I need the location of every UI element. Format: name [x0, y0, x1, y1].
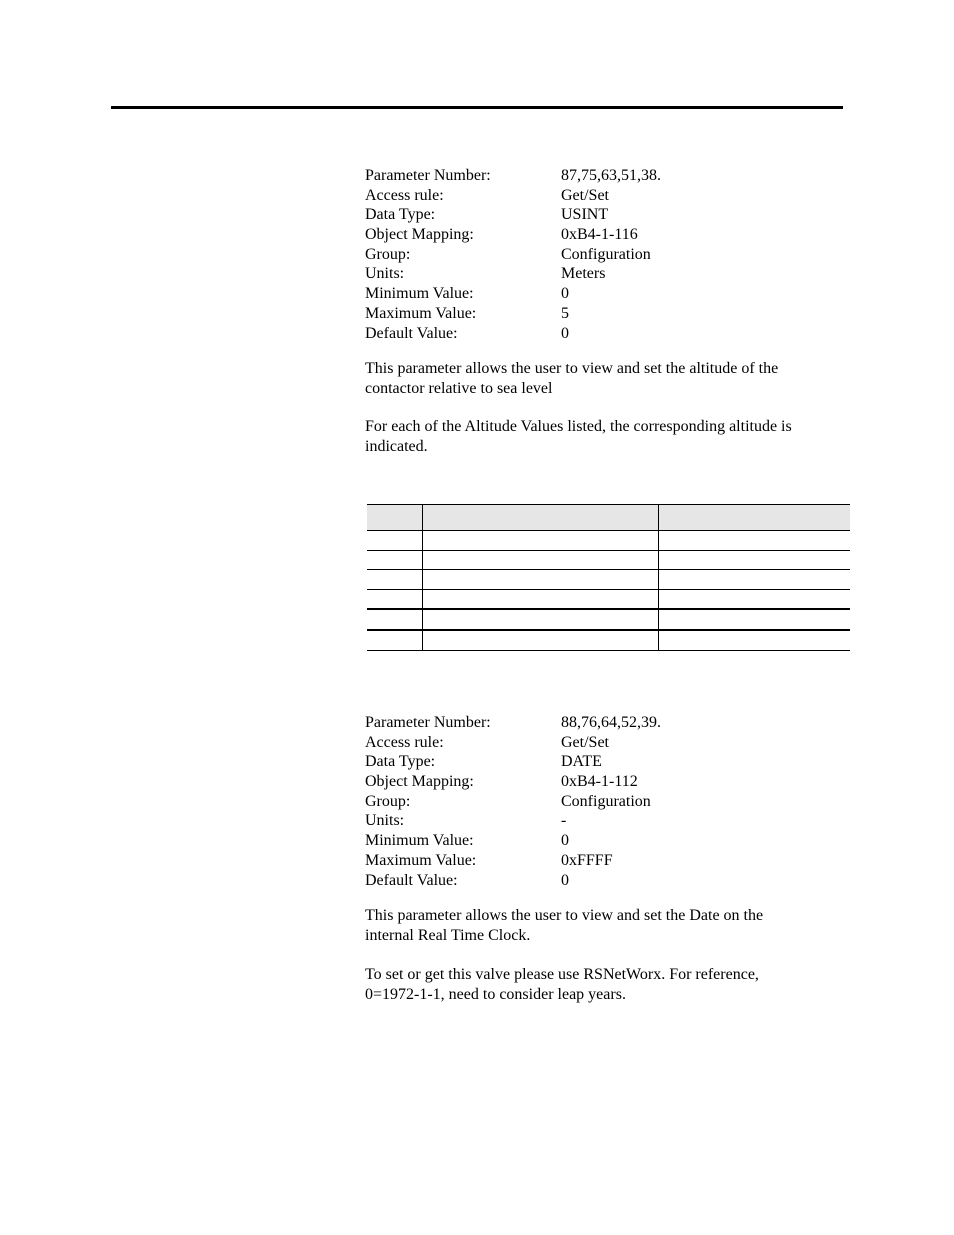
- param2-label: Group:: [365, 792, 411, 810]
- table-row: [367, 630, 850, 650]
- param2-label: Maximum Value:: [365, 851, 477, 869]
- param2-value: Configuration: [561, 792, 651, 810]
- table-row: [367, 589, 850, 609]
- param1-row: [365, 324, 845, 344]
- param1-value: Configuration: [561, 245, 651, 263]
- param2-row: [365, 772, 845, 792]
- param1-row: [365, 264, 845, 284]
- param2-value: 0xFFFF: [561, 851, 613, 869]
- param1-value: Get/Set: [561, 186, 609, 204]
- param2-value: -: [561, 812, 567, 830]
- param1-label: Access rule:: [365, 186, 444, 204]
- param2-label: Data Type:: [365, 753, 436, 771]
- table-row: [367, 550, 850, 570]
- param2-value: 88,76,64,52,39.: [561, 714, 661, 731]
- param1-row: [365, 284, 845, 304]
- param1-row: [365, 245, 845, 265]
- param1-description: This parameter allows the user to view and set the altitude of the contactor relative to sea level: [365, 360, 779, 397]
- param2-row: [365, 792, 845, 812]
- param2-row: [365, 871, 845, 891]
- table-row: [367, 609, 850, 630]
- param2-label: Units:: [365, 812, 405, 830]
- param2-value: 0: [561, 832, 569, 850]
- table-header-row: [367, 505, 850, 531]
- param1-value: 0xB4-1-116: [561, 226, 638, 244]
- param2-properties: [365, 713, 845, 890]
- altitude-table: [367, 504, 850, 651]
- table-row: [367, 570, 850, 590]
- param1-label: Group:: [365, 245, 411, 263]
- param2-row: [365, 713, 845, 733]
- param2-label: Access rule:: [365, 733, 444, 751]
- param1-row: [365, 205, 845, 225]
- param2-label: Minimum Value:: [365, 832, 474, 850]
- param2-row: [365, 851, 845, 871]
- param1-value: 0: [561, 285, 569, 303]
- table-header-cell: [423, 505, 659, 531]
- param1-label: Data Type:: [365, 206, 436, 224]
- param2-value: Get/Set: [561, 733, 609, 751]
- param2-value: DATE: [561, 753, 602, 771]
- param1-properties: [365, 166, 845, 343]
- param2-label: Parameter Number:: [365, 714, 491, 731]
- table-header-cell: [367, 505, 423, 531]
- param1-label: Units:: [365, 265, 405, 283]
- param2-description: This parameter allows the user to view and set the Date on the internal Real Time Clock.: [365, 907, 764, 944]
- param2-row: [365, 733, 845, 753]
- table-row: [367, 531, 850, 551]
- param2-value: 0: [561, 871, 569, 889]
- param1-label: Default Value:: [365, 324, 458, 342]
- param1-row: [365, 225, 845, 245]
- param1-value: 87,75,63,51,38.: [561, 167, 661, 184]
- param2-label: Default Value:: [365, 871, 458, 889]
- param2-label: Object Mapping:: [365, 773, 474, 791]
- param1-value: 0: [561, 324, 569, 342]
- header-rule: [111, 106, 843, 109]
- param1-row: [365, 166, 845, 186]
- param1-note: For each of the Altitude Values listed, the corresponding altitude is indicated.: [365, 418, 792, 455]
- param1-value: Meters: [561, 265, 606, 283]
- table-header-cell: [659, 505, 851, 531]
- param2-note: To set or get this valve please use RSNetWorx. For reference, 0=1972-1-1, need to consider leap years.: [365, 966, 759, 1003]
- param2-row: [365, 811, 845, 831]
- param2-row: [365, 831, 845, 851]
- param1-label: Object Mapping:: [365, 226, 474, 244]
- param2-row: [365, 752, 845, 772]
- param1-label: Maximum Value:: [365, 304, 477, 322]
- param2-value: 0xB4-1-112: [561, 773, 638, 791]
- param1-value: USINT: [561, 206, 609, 224]
- param1-label: Minimum Value:: [365, 285, 474, 303]
- param1-row: [365, 304, 845, 324]
- param1-label: Parameter Number:: [365, 167, 491, 184]
- param1-value: 5: [561, 304, 569, 322]
- param1-row: [365, 186, 845, 206]
